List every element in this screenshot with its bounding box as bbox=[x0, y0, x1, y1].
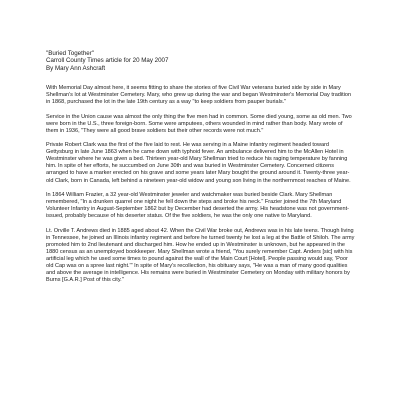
paragraph-service: Service in the Union cause was almost the only thing the five men had in common. Some died young, some as old men. Two were born in the U.S., three foreign-born. Some were amputees, others wounded in mind rather than body. Mary wrote of them in 1936, "They were all good brave soldiers but their other records were not much." bbox=[46, 113, 352, 134]
paragraph-robert-clark: Private Robert Clark was the first of the five laid to rest. He was serving in a Maine infantry regiment headed toward Gettysburg in late June 1863 when he came down with typhoid fever. An ambulance delivered him to the McAllen Hotel in Westminster where he was given a bed. Thirteen year-old Mary Shellman tried to reduce his raging temperature by fanning him. In spite of her efforts, he succumbed on June 30th and was buried in Westminster Cemetery. Concerned citizens arranged to have a marker erected on his grave and some years later Mary bought the ground around it. Twenty-three year-old Clark, born in Canada, left behind a nineteen year-old widow and young son living in the northernmost reaches of Maine. bbox=[46, 142, 351, 184]
byline: By Mary Ann Ashcraft bbox=[46, 64, 106, 72]
paragraph-william-frazier: In 1864 William Frazier, a 32 year-old Westminster jeweler and watchmaker was buried beside Clark. Mary Shellman remembered, "In a drunken quarrel one night he fell down the steps and broke his neck." Frazier joined the 7th Maryland Volunteer Infantry in August-September 1862 but by December had deserted the army. His headstone was not government-issued, probably because of his deserter status. Of the five soldiers, he was the only one native to Maryland. bbox=[46, 191, 349, 220]
article-header bbox=[46, 50, 356, 72]
paragraph-orville-andrews: Lt. Orville T. Andrews died in 1885 aged about 42. When the Civil War broke out, Andrews was in his late teens. Though living in Tennessee, he joined an Illinois infantry regiment and before he turned twenty he lost a leg at the Battle of Shiloh. The army promoted him to 2nd lieutenant and discharged him. How he ended up in Westminster is unknown, but he appeared in the 1880 census as an unemployed bookkeeper. Mary Shellman wrote a friend, "You surely remember Capt. Anders [sic] with his artificial leg which he used some times to pound against the wall of the Main Court [Hotel]. People passing would say, 'Poor old Cap was on a spree last night.'" In spite of Mary's recollection, his obituary says, "He was a man of many good qualities and above the average in intelligence. His remains were buried in Westminster Cemetery on Monday with military honors by Burns [G.A.R.] Post of this city." bbox=[46, 227, 355, 283]
paragraph-memorial-day: With Memorial Day almost here, it seems fitting to share the stories of five Civil War veterans buried side by side in Mary Shellman's lot at Westminster Cemetery. Mary, who grew up during the war and began Westminster's Memorial Day tradition in 1868, purchased the lot in the late 19th century as a way "to keep soldiers from pauper burials." bbox=[46, 85, 352, 106]
publication-line: Carroll County Times article for 20 May 2007 bbox=[46, 57, 169, 65]
article-title: "Buried Together" bbox=[46, 50, 94, 57]
